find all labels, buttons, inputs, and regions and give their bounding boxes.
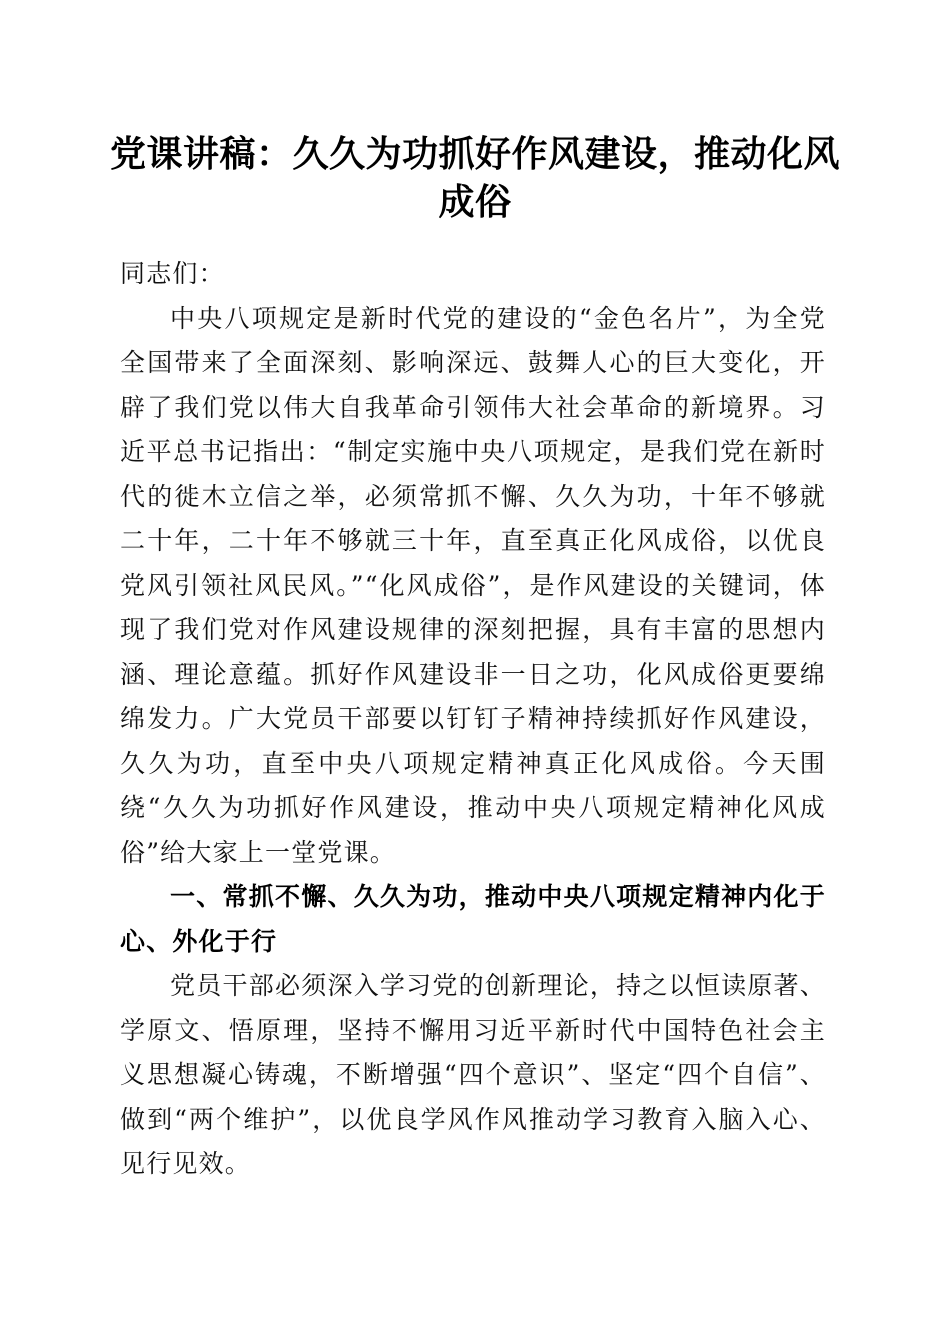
body-paragraph: 党员干部必须深入学习党的创新理论，持之以恒读原著、学原文、悟原理，坚持不懈用习近平新时代中国特色社会主义思想凝心铸魂，不断增强“四个意识”、坚定“四个自信”、做到“两个维护”，以优良学风作风推动学习教育入脑入心、见行见效。 <box>120 971 826 1178</box>
document-body <box>120 252 826 1187</box>
intro-paragraph: 中央八项规定是新时代党的建设的“金色名片”，为全党全国带来了全面深刻、影响深远、鼓舞人心的巨大变化，开辟了我们党以伟大自我革命引领伟大社会革命的新境界。习近平总书记指出：“制定实施中央八项规定，是我们党在新时代的徙木立信之举，必须常抓不懈、久久为功，十年不够就二十年，二十年不够就三十年，直至真正化风成俗，以优良党风引领社风民风。”“化风成俗”，是作风建设的关键词，体现了我们党对作风建设规律的深刻把握，具有丰富的思想内涵、理论意蕴。抓好作风建设非一日之功，化风成俗更要绵绵发力。广大党员干部要以钉钉子精神持续抓好作风建设，久久为功，直至中央八项规定精神真正化风成俗。今天围绕“久久为功抓好作风建设，推动中央八项规定精神化风成俗”给大家上一堂党课。 <box>120 303 826 867</box>
section-heading: 一、常抓不懈、久久为功，推动中央八项规定精神内化于心、外化于行 <box>120 882 826 956</box>
page-title: 党课讲稿：久久为功抓好作风建设，推动化风成俗 <box>110 133 841 223</box>
salutation: 同志们： <box>120 259 225 288</box>
